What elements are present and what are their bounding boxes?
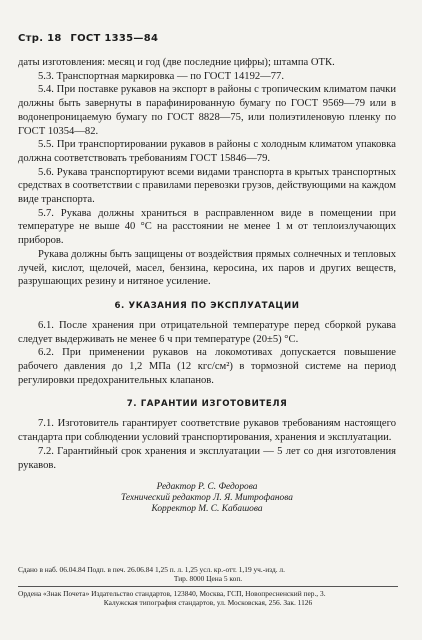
paragraph-5-4: 5.4. При поставке рукавов на экспорт в районы с тропическим климатом пачки должны быть завернуты в парафинированную бумагу по ГОСТ 9569—79 или в водонепроницаемую бумагу по ГОСТ 8828—75, или полиэтиленовую пленку по ГОСТ 10354—82. bbox=[18, 84, 396, 137]
print-details: Сдано в наб. 06.04.84 Подп. в печ. 26.06.84 1,25 п. л. 1,25 усл. кр.-отт. 1,19 уч.-изд. л. bbox=[18, 565, 285, 574]
section-6-heading: 6. УКАЗАНИЯ ПО ЭКСПЛУАТАЦИИ bbox=[114, 300, 300, 311]
standard-code: ГОСТ 1335—84 bbox=[70, 33, 159, 44]
proofreader-line: Корректор М. С. Кабашова bbox=[151, 504, 263, 515]
publication-info bbox=[18, 565, 398, 608]
paragraph-5-3: 5.3. Транспортная маркировка — по ГОСТ 14192—77. bbox=[38, 70, 285, 82]
publisher-line: Ордена «Знак Почета» Издательство стандартов, 123840, Москва, ГСП, Новопресненский пер., 3. bbox=[18, 588, 326, 598]
page-header bbox=[18, 33, 163, 44]
paragraph-6-2: 6.2. При применении рукавов на локомотивах допускается повышение рабочего давления до 1,2 МПа (12 кгс/см²) в тормозной системе на период регулировки предохранительных клапанов. bbox=[18, 347, 396, 386]
divider bbox=[18, 586, 398, 587]
page-number: Стр. 18 bbox=[18, 33, 62, 44]
document-body bbox=[18, 56, 396, 515]
paragraph-6-1: 6.1. После хранения при отрицательной температуре перед сборкой рукава следует выдерживать не менее 6 ч при температуре (20±5) °С. bbox=[18, 319, 396, 345]
section-7-heading: 7. ГАРАНТИИ ИЗГОТОВИТЕЛЯ bbox=[126, 399, 288, 410]
editorial-credits bbox=[18, 482, 396, 515]
paragraph-5-7: 5.7. Рукава должны храниться в расправленном виде в помещении при температуре не выше 40 °С на расстоянии не менее 1 м от теплоизлучающих приборов. bbox=[18, 207, 396, 247]
paragraph-7-1: 7.1. Изготовитель гарантирует соответствие рукавов требованиям настоящего стандарта при соблюдении условий транспортирования, хранения и эксплуатации. bbox=[18, 418, 396, 444]
printer-line: Калужская типография стандартов, ул. Московская, 256. Зак. 1126 bbox=[103, 598, 313, 608]
print-run: Тир. 8000 Цена 5 коп. bbox=[173, 574, 243, 584]
tech-editor-line: Технический редактор Л. Я. Митрофанова bbox=[121, 493, 293, 504]
paragraph-7-2: 7.2. Гарантийный срок хранения и эксплуатации — 5 лет со дня изготовления рукавов. bbox=[18, 445, 396, 471]
paragraph-5-2-cont: даты изготовления: месяц и год (две последние цифры); штампа ОТК. bbox=[18, 57, 335, 68]
paragraph-5-6: 5.6. Рукава транспортируют всеми видами транспорта в крытых транспортных средствах в соответствии с правилами перевозки грузов, действующими на каждом виде транспорта. bbox=[18, 166, 396, 206]
editor-line: Редактор Р. С. Федорова bbox=[156, 482, 258, 493]
paragraph-5-7-storage: Рукава должны быть защищены от воздействия прямых солнечных и тепловых лучей, кислот, щелочей, масел, бензина, керосина, их паров и других веществ, разрушающих резину и нитяное усиление. bbox=[18, 248, 396, 288]
paragraph-5-5: 5.5. При транспортировании рукавов в районы с холодным климатом упаковка должна соответствовать требованиям ГОСТ 15846—79. bbox=[18, 139, 396, 164]
